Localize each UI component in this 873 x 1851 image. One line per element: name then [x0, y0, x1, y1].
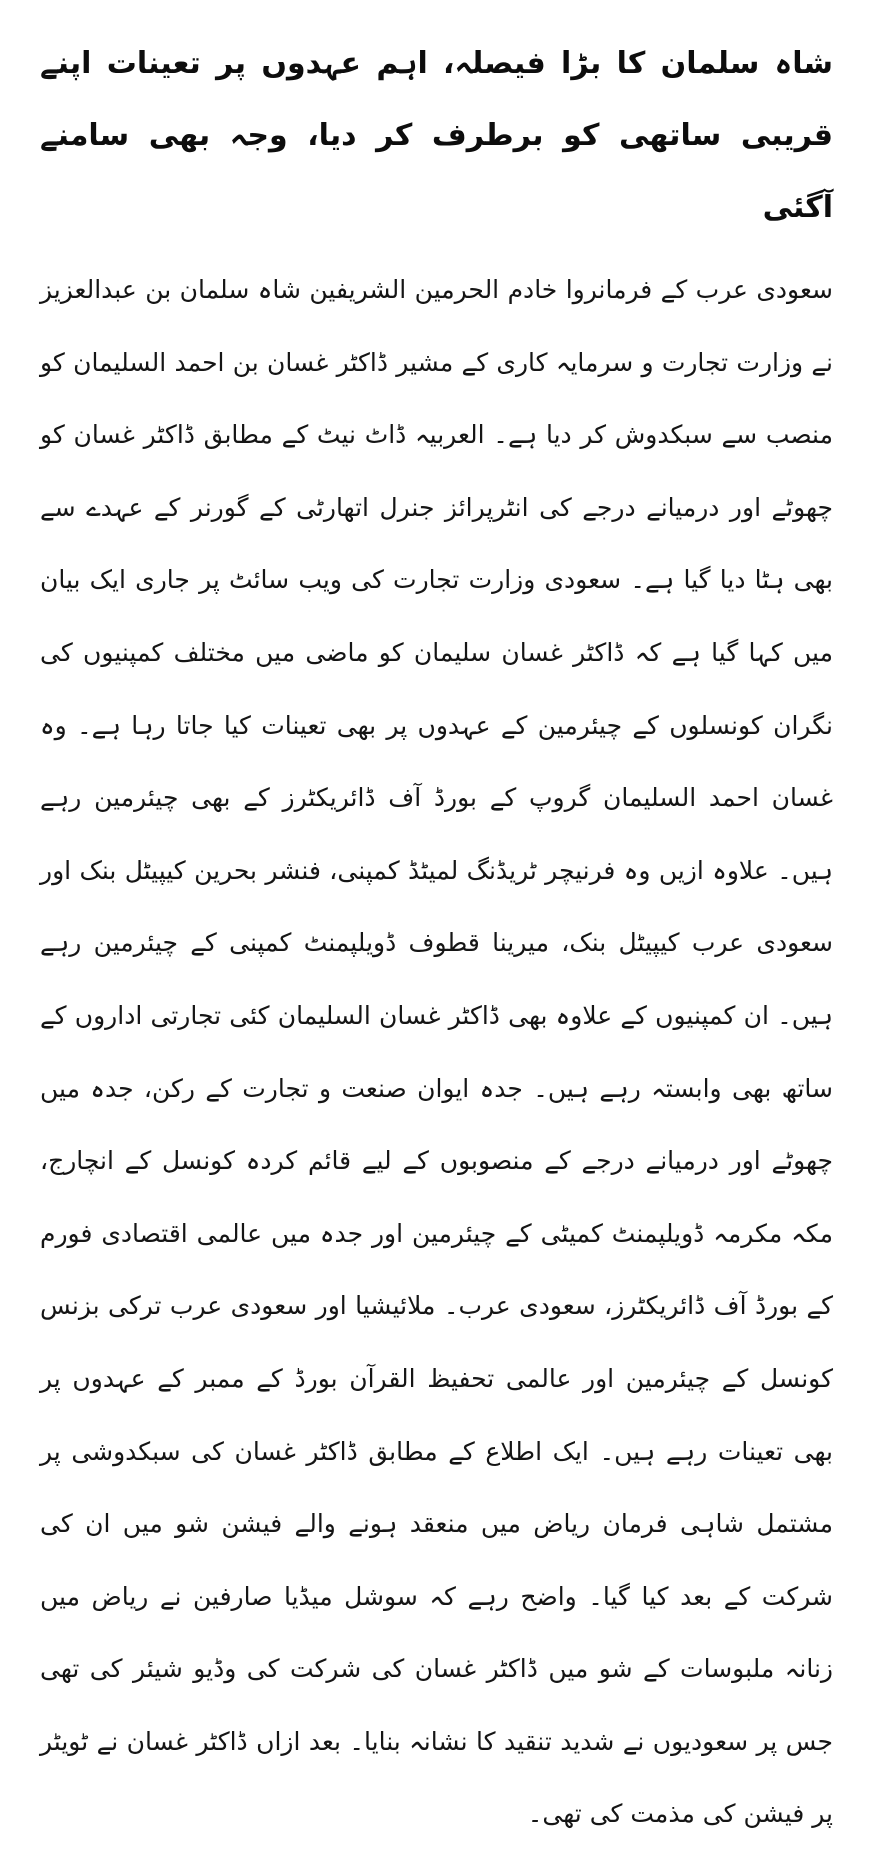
article-headline: شاہ سلمان کا بڑا فیصلہ، اہم عہدوں پر تعینات اپنے قریبی ساتھی کو برطرف کر دیا، وجہ بھی سامنے آگئی	[40, 46, 833, 225]
article-body: سعودی عرب کے فرمانروا خادم الحرمین الشریفین شاہ سلمان بن عبدالعزیز نے وزارت تجارت و سرمایہ کاری کے مشیر ڈاکٹر غسان بن احمد السلیمان کو منصب سے سبکدوش کر دیا ہے۔ العربیہ ڈاٹ نیٹ کے مطابق ڈاکٹر غسان کو چھوٹے اور درمیانے درجے کی انٹرپرائز جنرل اتھارٹی کے گورنر کے عہدے سے بھی ہٹا دیا گیا ہے۔ سعودی وزارت تجارت کی ویب سائٹ پر جاری ایک بیان میں کہا گیا ہے کہ ڈاکٹر غسان سلیمان کو ماضی میں مختلف کمپنیوں کی نگران کونسلوں کے چیئرمین کے عہدوں پر بھی تعینات کیا جاتا رہا ہے۔ وہ غسان احمد السلیمان گروپ کے بورڈ آف ڈائریکٹرز کے بھی چیئرمین رہے ہیں۔ علاوہ ازیں وہ فرنیچر ٹریڈنگ لمیٹڈ کمپنی، فنشر بحرین کیپیٹل بنک اور سعودی عرب کیپیٹل بنک، میرینا قطوف ڈویلپمنٹ کمپنی کے چیئرمین رہے ہیں۔ ان کمپنیوں کے علاوہ بھی ڈاکٹر غسان السلیمان کئی تجارتی اداروں کے ساتھ بھی وابستہ رہے ہیں۔ جدہ ایوان صنعت و تجارت کے رکن، جدہ میں چھوٹے اور درمیانے درجے کے منصوبوں کے لیے قائم کردہ کونسل کے انچارج، مکہ مکرمہ ڈویلپمنٹ کمیٹی کے چیئرمین اور جدہ میں عالمی اقتصادی فورم کے بورڈ آف ڈائریکٹرز، سعودی عرب۔ ملائیشیا اور سعودی عرب ترکی بزنس کونسل کے چیئرمین اور عالمی تحفیظ القرآن بورڈ کے ممبر کے عہدوں پر بھی تعینات رہے ہیں۔ ایک اطلاع کے مطابق ڈاکٹر غسان کی سبکدوشی پر مشتمل شاہی فرمان ریاض میں منعقد ہونے والے فیشن شو میں ان کی شرکت کے بعد کیا گیا۔ واضح رہے کہ سوشل میڈیا صارفین نے ریاض میں زنانہ ملبوسات کے شو میں ڈاکٹر غسان کی شرکت کی وڈیو شیئر کی تھی جس پر سعودیوں نے شدید تنقید کا نشانہ بنایا۔ بعد ازاں ڈاکٹر غسان نے ٹویٹر پر فیشن کی مذمت کی تھی۔	[40, 275, 833, 1829]
